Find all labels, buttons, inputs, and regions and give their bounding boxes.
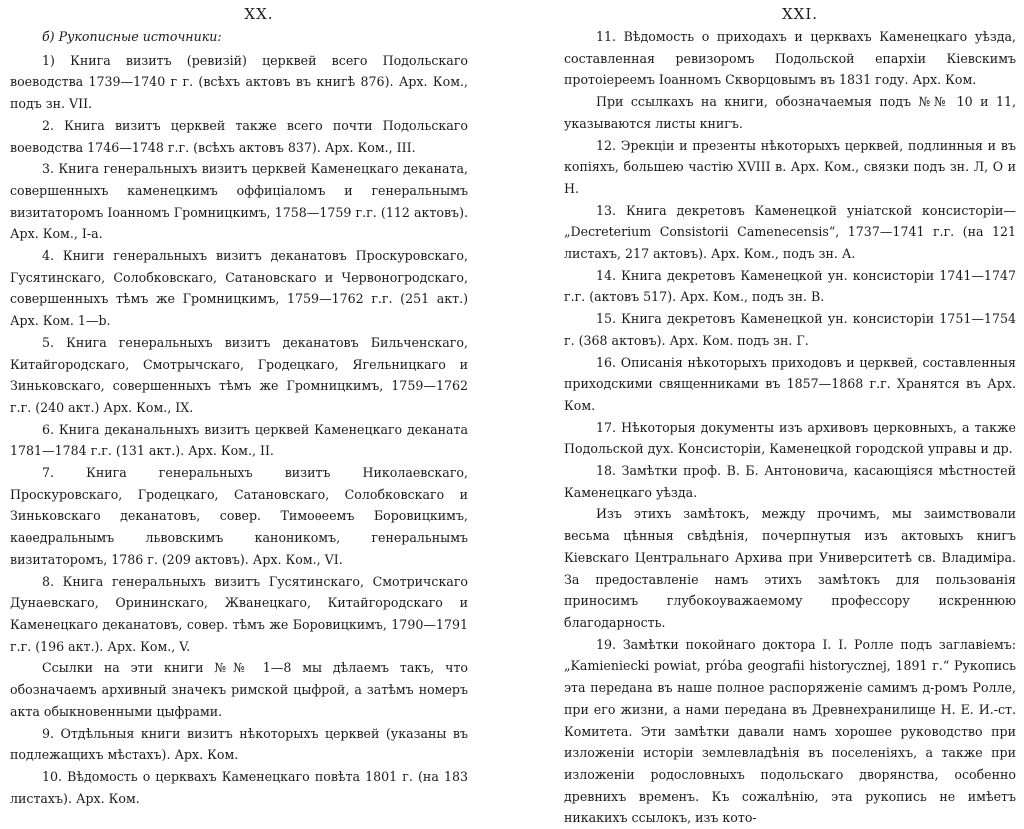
paragraph: 2. Книга визитъ церквей также всего почти Подольскаго воеводства 1746—1748 г.г. (всѣхъ актовъ 837). Арх. Ком., III. (10, 117, 468, 155)
paragraph: 1) Книга визитъ (ревизій) церквей всего Подольскаго воеводства 1739—1740 г г. (всѣхъ актовъ въ книгѣ 876). Арх. Ком., подъ зн. VII. (10, 52, 468, 112)
paragraph: Ссылки на эти книги №№ 1—8 мы дѣлаемъ такъ, что обозначаемъ архивный значекъ римской цыфрой, а затѣмъ номеръ акта обыкновенными цыфрами. (10, 660, 468, 719)
paragraph: 12. Эрекціи и презенты нѣкоторыхъ церквей, подлинныя и въ копіяхъ, большею частію XVIII в. Арх. Ком., связки подъ зн. Л, О и Н. (564, 137, 1016, 196)
page-number: XX. (244, 5, 274, 23)
paragraph: 7. Книга генеральныхъ визитъ Николаевскаго, Проскуровскаго, Гродецкаго, Сатановскаго, Солобковскаго и Зиньковскаго деканатовъ, совер. Тимоѳеемъ Боровицкимъ, каѳедральнымъ львовскимъ каноникомъ, генеральнымъ визитаторомъ, 1786 г. (209 актовъ). Арх. Ком., VI. (10, 465, 468, 567)
paragraph: 14. Книга декретовъ Каменецкой ун. консисторіи 1741—1747 г.г. (актовъ 517). Арх. Ком., подъ зн. В. (564, 267, 1016, 305)
gutter (492, 0, 538, 728)
paragraph: 5. Книга генеральныхъ визитъ деканатовъ Бильченскаго, Китайгородскаго, Смотрычскаго, Гродецкаго, Ягельницкаго и Зиньковскаго, совершенныхъ тѣмъ же Громницкимъ, 1759—1762 г.г. (240 акт.) Арх. Ком., IX. (10, 334, 468, 415)
left-page (0, 0, 490, 806)
paragraph: 19. Замѣтки покойнаго доктора І. І. Ролле подъ заглавіемъ: „Kamieniecki powiat, próba geografii historycznej, 1891 г.“ Рукопись эта передана въ наше полное распоряженіе самимъ д-ромъ Ролле, при его жизни, а нами передана въ Древнехранилище Н. Е. И.-ст. Комитета. Эти замѣтки давали намъ хорошее руководство при изложеніи исторіи землевладѣнія въ поселеніяхъ, а также при изложеніи родословныхъ подольскаго дворянства, особенно древнихъ временъ. Къ сожалѣнію, эта рукопись не имѣетъ никакихъ ссылокъ, изъ кото- (564, 636, 1016, 826)
paragraph: 16. Описанія нѣкоторыхъ приходовъ и церквей, составленныя приходскими священниками въ 1857—1868 г.г. Хранятся въ Арх. Ком. (564, 354, 1016, 413)
paragraph: Изъ этихъ замѣтокъ, между прочимъ, мы заимствовали весьма цѣнныя свѣдѣнія, почерпнутыя изъ актовыхъ книгъ Кіевскаго Центральнаго Архива при Университетѣ св. Владиміра. За предоставленіе намъ этихъ замѣтокъ для пользованія приносимъ глубокоуважаемому профессору искреннюю благодарность. (564, 506, 1016, 630)
page-number: XXI. (781, 5, 819, 23)
paragraph: 13. Книга декретовъ Каменецкой уніатской консисторіи—„Decreterium Consistorii Camenecensis“, 1737—1741 г.г. (на 121 листахъ, 217 актовъ). Арх. Ком., подъ зн. А. (564, 202, 1016, 262)
paragraph: 17. Нѣкоторыя документы изъ архивовъ церковныхъ, а также Подольской дух. Консисторіи, Каменецкой городской управы и др. (564, 419, 1016, 457)
section-subheading: б) Рукописные источники: (42, 29, 222, 44)
paragraph: 6. Книга деканальныхъ визитъ церквей Каменецкаго деканата 1781—1784 г.г. (131 акт.). Арх. Ком., II. (10, 421, 468, 459)
paragraph: 11. Вѣдомость о приходахъ и церквахъ Каменецкаго уѣзда, составленная ревизоромъ Подольской епархіи Кіевскимъ протоіереемъ Іоанномъ Скворцовымъ въ 1831 году. Арх. Ком. (564, 29, 1016, 88)
right-page (540, 0, 1024, 826)
paragraph: 8. Книга генеральныхъ визитъ Гусятинскаго, Смотричскаго Дунаевскаго, Орининскаго, Жванецкаго, Китайгородскаго и Каменецкаго деканатовъ, совер. тѣмъ же Боровицкимъ, 1790—1791 г.г. (196 акт.). Арх. Ком., V. (10, 573, 468, 654)
paragraph: 9. Отдѣльныя книги визитъ нѣкоторыхъ церквей (указаны въ подлежащихъ мѣстахъ). Арх. Ком. (10, 725, 468, 763)
paragraph: 4. Книги генеральныхъ визитъ деканатовъ Проскуровскаго, Гусятинскаго, Солобковскаго, Сатановскаго и Червоногродскаго, совершенныхъ тѣмъ же Громницкимъ, 1759—1762 г.г. (251 акт.) Арх. Ком. 1—b. (10, 248, 468, 329)
paragraph: 10. Вѣдомость о церквахъ Каменецкаго повѣта 1801 г. (на 183 листахъ). Арх. Ком. (10, 768, 468, 806)
paragraph: При ссылкахъ на книги, обозначаемыя подъ №№ 10 и 11, указываются листы книгъ. (564, 94, 1016, 131)
paragraph: 18. Замѣтки проф. В. Б. Антоновича, касающіяся мѣстностей Каменецкаго уѣзда. (564, 463, 1016, 500)
paragraph: 3. Книга генеральныхъ визитъ церквей Каменецкаго деканата, совершенныхъ каменецкимъ оффиціаломъ и генеральнымъ визитаторомъ Іоанномъ Громницкимъ, 1758—1759 г.г. (112 актовъ). Арх. Ком., I-a. (10, 161, 468, 242)
paragraph: 15. Книга декретовъ Каменецкой ун. консисторіи 1751—1754 г. (368 актовъ). Арх. Ком. подъ зн. Г. (564, 311, 1016, 348)
